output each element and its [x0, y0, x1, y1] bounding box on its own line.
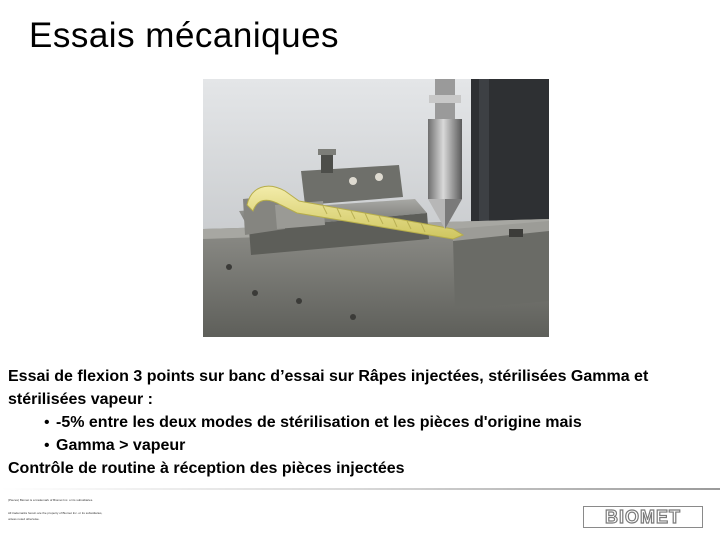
body-text: [8, 365, 713, 480]
footer-divider: [0, 488, 720, 490]
routine-control-text: Contrôle de routine à réception des pièces injectées: [8, 460, 405, 477]
bullet-item: [8, 411, 713, 434]
bullet-symbol: •: [44, 437, 50, 454]
test-description: Essai de flexion 3 points sur banc d’essai sur Râpes injectées, stérilisées Gamma et stérilisées vapeur :: [8, 368, 649, 408]
bullet-item: [8, 434, 713, 457]
footnote-trademark: (Pieces) Biomet is a trademark of Biomet Inc. or its subsidiaries.: [8, 498, 94, 502]
bullet-symbol: •: [44, 414, 50, 431]
footnote-notice: unless noted otherwise.: [8, 517, 40, 521]
bullet-text: -5% entre les deux modes de stérilisation et les pièces d'origine mais: [56, 414, 582, 431]
svg-text:BIOMET: BIOMET: [605, 507, 681, 527]
bullet-text: Gamma > vapeur: [56, 437, 186, 454]
test-bench-photo: [203, 79, 549, 337]
slide-title: Essais mécaniques: [29, 16, 340, 55]
biomet-logo: [583, 506, 703, 528]
footnote-rights: All trademarks herein are the property of Biomet Inc. or its subsidiaries,: [8, 511, 103, 515]
